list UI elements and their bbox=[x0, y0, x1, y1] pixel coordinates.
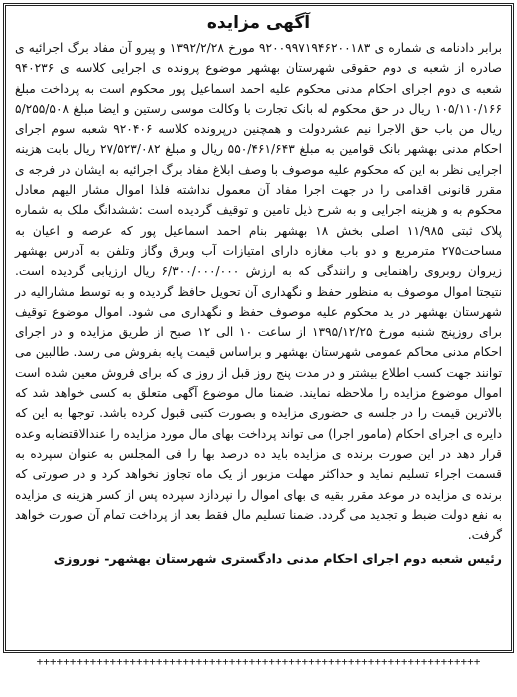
plus-divider: +++++++++++++++++++++++++++++++++++++++++++++++++++++++++++++++++++ bbox=[36, 655, 481, 668]
notice-body: برابر دادنامه ی شماره ی ۹۲۰۰۹۹۷۱۹۴۶۲۰۰۱۸۳ مورخ ۱۳۹۲/۲/۲۸ و پیرو آن مفاد برگ اجرائیه ی صادره از شعبه ی دوم حقوقی شهرستان بهشهر موضوع پرونده ی اجرایی کلاسه ی ۹۴۰۲۳۶ شعبه ی دوم اجرای احکام مدنی محکوم علیه احمد اسماعیل پور محکوم است به پرداخت مبلغ ۱۰۵/۱۱۰/۱۶۶ ریال در حق محکوم له بانک تجارت با وکالت موسی رستین و ایضا مبلغ ۵/۲۵۵/۵۰۸ ریال من باب حق الاجرا نیم عشردولت و همچنین درپرونده کلاسه ۹۲۰۴۰۶ شعبه سوم اجرای احکام مدنی بهشهر بانک قوامین به مبلغ ۵۵۰/۴۶۱/۶۴۳ ریال و مبلغ ۲۷/۵۲۳/۰۸۲ ریال بابت هزینه اجرایی نظر به این که محکوم علیه موصوف با وصف ابلاغ مفاد برگ اجرائیه به ایشان در فرجه ی مقرر قانونی اقدامی را در جهت اجرا مفاد آن معمول نداشته فلذا اموال مشار الیهم معادل محکوم به و هزینه اجرایی و به شرح ذیل تامین و توقیف گردیده است :ششدانگ ملک به شماره پلاک ثبتی ۱۱/۹۸۵ اصلی بخش ۱۸ بهشهر بنام احمد اسماعیل پور که عرصه و اعیان به مساحت۲۷۵ مترمربع و دو باب مغازه دارای امتیازات آب وبرق وگاز وتلفن به آدرس بهشهر زیروان روبروی راهنمایی و رانندگی که به ارزش ۶/۳۰۰/۰۰۰/۰۰۰ ریال ارزیابی گردیده است. نتیجتا اموال موصوف به منظور حفظ و نگهداری آن تحویل حافظ گردیده و به توسط مشارالیه در شهرستان بهشهر در ید محکوم علیه موصوف حفظ و نگهداری می شود. اموال موضوع توقیف برای روزپنج شنبه مورخ ۱۳۹۵/۱۲/۲۵ از ساعت ۱۰ الی ۱۲ صبح از طریق مزایده و در اجرای احکام مدنی محاکم عمومی شهرستان بهشهر و براساس قیمت پایه بفروش می رسد. طالبین می توانند جهت کسب اطلاع بیشتر و در مدت پنج روز قبل از روز ی که برای فروش معین شده است اموال موضوع مزایده را ملاحظه نمایند. ضمنا مال موضوع آگهی متعلق به کسی خواهد شد که بالاترین قیمت را در جلسه ی حضوری مزایده و بصورت کتبی قبول کرده باشد. توجها به این که دایره ی اجرای احکام (مامور اجرا) می تواند پرداخت بهای مال مورد مزایده را عندالاقتضابه وعده قرار دهد در این صورت برنده ی مزایده باید ده درصد بها را فی المجلس به عنوان سپرده به قسمت اجراء تسلیم نماید و حداکثر مهلت مزبور از یک ماه تجاوز نخواهد کرد و در صورتی که برنده ی مزایده در موعد مقرر بقیه ی بهای اموال را نپردازد سپرده پس از کسر هزینه ی مزایده به نفع دولت ضبط و تجدید می گردد. ضمنا تسلیم مال فقط بعد از پرداخت تمام آن صورت خواهد گرفت. bbox=[15, 41, 503, 543]
notice-signature: رئیس شعبه دوم اجرای احکام مدنی دادگستری شهرستان بهشهر- نوروزی bbox=[53, 551, 502, 567]
auction-notice bbox=[3, 3, 514, 653]
notice-title: آگهی مزایده bbox=[206, 13, 311, 33]
